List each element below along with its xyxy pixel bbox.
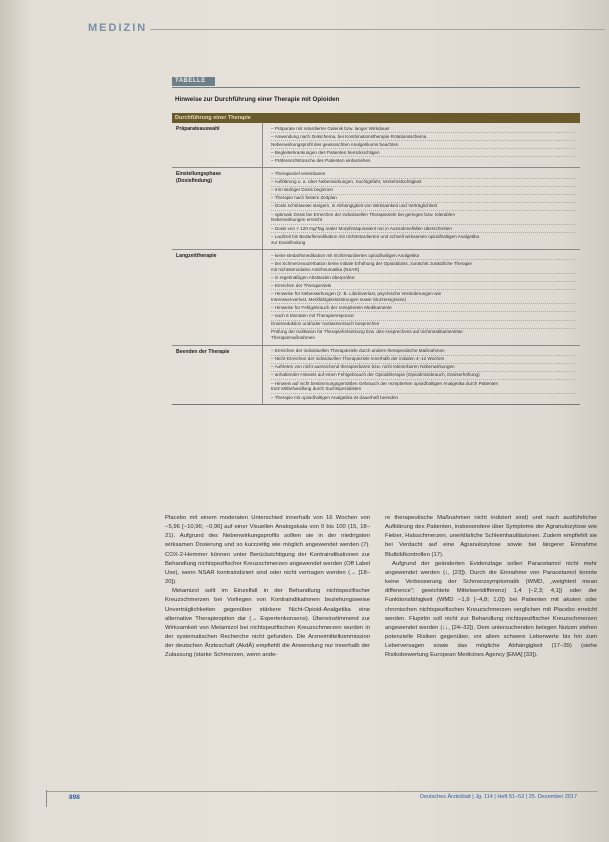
table-item: – Hinweis auf nicht bestimmungsgemäßen Gebrauch der rezeptierten opioidhaltigen Analgetika durch Patienten trotz Mitbehandlung durch Suchtspezialisten bbox=[271, 380, 576, 394]
therapy-table bbox=[172, 123, 580, 405]
page-number: 898 bbox=[69, 794, 80, 801]
text-column-right bbox=[385, 514, 597, 661]
table-item: – Laufzeit bis Bedarfsmedikation mit nichtretardierten und schnell wirksamen opioidhaltigen Analgetika zur Dosisfindung bbox=[271, 233, 480, 245]
footer-side-rule bbox=[46, 790, 47, 807]
table-item: – optimale Dosis bei Erreichen der individuellen Therapieziele bei geringen bzw. tolerablen Nebenwirkungen erreicht bbox=[271, 211, 576, 225]
table-item: – keine Bedarfsmedikation mit nichtretardierten opioidhaltigen Analgetika bbox=[271, 252, 576, 260]
body-paragraph: Placebo mit einem moderaten Unterschied innerhalb von 16 Wochen von −5,96 [−10,96; −0,96] auf einer Visuellen Analogskala von 0 bis 100 (15, 18–21). Aufgrund des Nebenwirkungsprofils sollten sie in der niedrigsten wirksamen Dosierung und so kurzzeitig wie möglich angewendet werden (7). COX-2-Hemmer können unter Berücksichtigung der Kontraindikationen zur Behandlung nichtspezifischer Kreuzschmerzen angewendet werden (Off Label Use), wenn NSAR kontraindiziert sind oder nicht vertragen werden (→ [18–20]). bbox=[165, 515, 370, 586]
table-item: – Erreichen der individuellen Therapieziele durch andere therapeutische Maßnahmen bbox=[271, 348, 576, 356]
table-row-items bbox=[262, 250, 580, 345]
table-item: – mit niedriger Dosis beginnen bbox=[271, 187, 576, 195]
table-item: – nach 6 Monaten mit Therapieresponse: bbox=[271, 312, 576, 320]
table-item: – Nicht-Erreichen der individuellen Therapieziele innerhalb der initialen 4–12 Wochen bbox=[271, 356, 576, 364]
table-row-label: Langzeittherapie bbox=[176, 253, 217, 260]
table-row-items bbox=[262, 168, 580, 249]
footer-rule bbox=[46, 791, 598, 792]
body-paragraph: re therapeutische Maßnahmen nicht indiziert sind) und nach ausführlicher Aufklärung des Patienten, insbesondere über Symptome der Agranulozytose wie Fieber, Halsschmerzen, unerklärliche Schleimhautläsionen. Zudem empfiehlt sie bei Verdacht auf eine Agranulozytose sowie bei längerer Einnahme Blutbildkontrollen (17). bbox=[385, 515, 597, 558]
table-tag-rule bbox=[172, 87, 580, 88]
table-tag: TABELLE bbox=[172, 77, 215, 86]
table-title: Hinweise zur Durchführung einer Therapie mit Opioiden bbox=[175, 96, 340, 103]
table-row bbox=[172, 345, 580, 404]
table-item: – Hinweise für Fehlgebrauch der rezeptierten Medikamente bbox=[271, 304, 576, 312]
table-item: – anhaltender Hinweis auf einen Fehlgebrauch der Opioidtherapie (Opioidmissbrauch, Dosiserhöhung) bbox=[271, 372, 576, 380]
table-item: – Hinweise für Nebenwirkungen (z. B. Libidoverlust, psychische Veränderungen wie Interessenverlust, Merkfähigkeitsstörungen sowie Sturzereignisse) bbox=[271, 290, 576, 304]
journal-citation: Deutsches Ärzteblatt | Jg. 114 | Heft 51–52 | 25. Dezember 2017 bbox=[420, 794, 578, 800]
table-item: – Therapie mit opioidhaltigen Analgetika ist dauerhaft beenden bbox=[271, 394, 399, 400]
table-item: – in regelmäßigen Abständen überprüfen: bbox=[271, 274, 576, 282]
text-column-left bbox=[165, 514, 370, 661]
table-row bbox=[172, 123, 580, 167]
section-rule bbox=[150, 29, 605, 30]
table-row-items bbox=[262, 123, 580, 167]
table-item: Nebenwirkungsprofil des gewünschten Analgetikums beachten bbox=[271, 141, 576, 149]
table-row-label: Beenden der Therapie bbox=[176, 348, 230, 355]
table-item: – Auftreten von nicht ausreichend therapierbaren bzw. nicht tolerierbaren Nebenwirkungen bbox=[271, 364, 576, 372]
table-item: – bei Schmerzexazerbation keine initiale Erhöhung der Opioiddosis, zunächst zusätzliche Therapie mit nichtsteroidalen Antirheumatika (NSAR) bbox=[271, 260, 576, 274]
table-item: Prüfung der Indikation für Therapiefortsetzung bzw. des Ansprechens auf nichtmedikamentöse Therapiemaßnahmen bbox=[271, 329, 463, 341]
table-item: – Aufklärung u. a. über Nebenwirkungen, Suchtgefahr, Verkehrstüchtigkeit bbox=[271, 179, 576, 187]
table-item: – Präparate mit retardierter Galenik bzw. langer Wirkdauer bbox=[271, 125, 576, 133]
table-item: – Erreichen der Therapieziele bbox=[271, 282, 576, 290]
table-item: – Dosis von > 120 mg/Tag oraler Morphinäquivalent nur in Ausnahmefällen überschreiten bbox=[271, 225, 576, 233]
table-row-label: Einstellungsphase (Dosisfindung) bbox=[176, 171, 222, 184]
table-item: – Präferenz/Wünsche des Patienten einbeziehen bbox=[271, 157, 371, 163]
table-item: – Therapieziel vereinbaren bbox=[271, 170, 576, 178]
table-row-items bbox=[262, 346, 580, 404]
body-paragraph: Aufgrund der geänderten Evidenzlage sollen Paracetamol nicht mehr angewendet werden (↓, [23]). Durch die Einnahme von Paracetamol konnte keine Verbesserung der Schmerzsymptomatik (WMD, „weighted mean difference“; gewichtete Mittelwertdifferenz) 1,4 [−2,3; 4,1]) oder der Funktionsfähigkeit (WMD −1,9 [−4,8; 1,0]) bei Patienten mit akuten oder chronischen nichtspezifischen Kreuzschmerzen verglichen mit Placebo erreicht werden. Flupirtin soll nicht zur Behandlung nichtspezifischer Kreuzschmerzen angewendet werden (↓↓, [24–32]). Dem untersuchenden belegen Nutzen stehen potenzielle Risiken gegenüber, vor allem schwere Leberwerte bis hin zum Leberversagen sowie das mögliche Abhängigkeit (17–39) (siehe Risikobewertung European Medicines Agency [EMA] [33]). bbox=[385, 560, 597, 659]
section-label: MEDIZIN bbox=[88, 22, 148, 34]
table-item: – Anwendung nach Zeitschema, bei Kombinationstherapie Rotationsschema bbox=[271, 133, 576, 141]
table-row-label: Präparateauswahl bbox=[176, 126, 220, 132]
table-item: Dosisreduktion und/oder Auslassversuch besprechen bbox=[271, 321, 576, 329]
table-row bbox=[172, 167, 580, 249]
table-item: – Therapie nach festem Zeitplan bbox=[271, 195, 576, 203]
body-paragraph: Metamizol sollt im Einzelfall in der Behandlung nichtspezifischer Kreuzschmerzen bei Vorliegen von Kontraindikationen beziehungsweise Unverträglichkeiten gegenüber stärkere Nicht-Opioid-Analgetika eine alternative Therapieoption dar (→ Expertenkonsens). Übereinstimmend zur Wirksamkeit von Metamizol bei nichtspezifischen Kreuzschmerzen wurden in der systematischen Recherche nicht gefunden. Die Arzneimittelkommission der deutschen Ärzteschaft (AkdÄ) empfiehlt die Anwendung nur innerhalb der Zulassung (starke Schmerzen, wenn ande- bbox=[165, 588, 370, 659]
table-item: – Begleiterkrankungen des Patienten berücksichtigen bbox=[271, 149, 576, 157]
table-row bbox=[172, 249, 580, 345]
table-item: – Dosis schrittweise steigern, in Abhängigkeit von Wirksamkeit und Verträglichkeit bbox=[271, 203, 576, 211]
table-column-header: Durchführung einer Therapie bbox=[172, 113, 580, 123]
